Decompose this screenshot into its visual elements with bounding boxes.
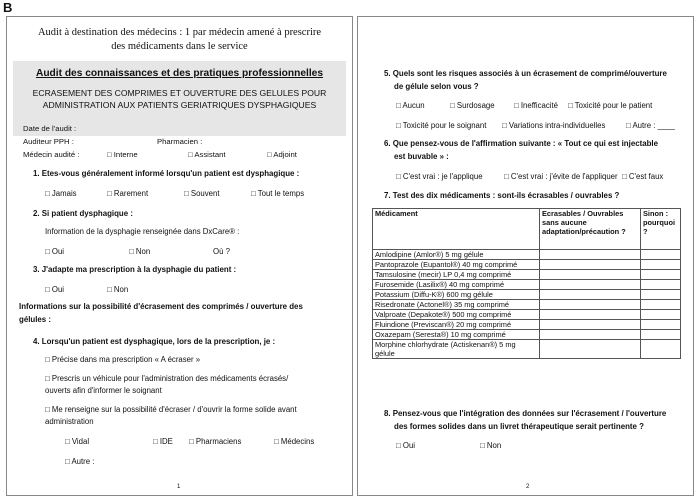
q4-option-precise[interactable]: □ Précise dans ma prescription « A écraser »: [45, 355, 201, 364]
q2-where: Où ?: [213, 247, 230, 256]
medicament-cell: Risedronate (Actonel®) 35 mg comprimé: [373, 300, 540, 310]
answer-cell[interactable]: [540, 280, 641, 290]
answer-cell[interactable]: [540, 310, 641, 320]
question-5-line2: de gélule selon vous ?: [394, 82, 479, 91]
medicament-cell: Valproate (Depakote®) 500 mg comprimé: [373, 310, 540, 320]
source-vidal[interactable]: □ Vidal: [65, 437, 90, 446]
question-6-line1: 6. Que pensez-vous de l'affirmation suivante : « Tout ce qui est injectable: [384, 139, 659, 148]
audit-title-line2: des médicaments dans le service: [111, 41, 248, 52]
q5-option-inefficacite[interactable]: □ Inefficacité: [514, 101, 559, 110]
column-header-ecrasables: Ecrasables / Ouvrables sans aucune adaptation/précaution ?: [540, 209, 641, 250]
reason-cell[interactable]: [641, 290, 681, 300]
q6-option-vrai-evite[interactable]: □ C'est vrai : j'évite de l'appliquer: [504, 172, 618, 181]
q5-option-aucun[interactable]: □ Aucun: [396, 101, 425, 110]
column-header-pourquoi: Sinon : pourquoi ?: [641, 209, 681, 250]
header-subtitle-line1: ECRASEMENT DES COMPRIMES ET OUVERTURE DES GELULES POUR: [32, 88, 327, 98]
audit-title-line1: Audit à destination des médecins : 1 par médecin amené à prescrire: [37, 27, 322, 38]
column-header-medicament: Médicament: [373, 209, 540, 250]
answer-cell[interactable]: [540, 320, 641, 330]
info-heading-line2: gélules :: [19, 315, 52, 324]
table-row: [373, 280, 681, 290]
table-row: [373, 300, 681, 310]
answer-cell[interactable]: [540, 330, 641, 340]
page-number-1: 1: [177, 484, 181, 490]
form-page-1: [6, 16, 353, 496]
pharmacien-label: Pharmacien :: [157, 137, 203, 146]
header-title: Audit des connaissances et des pratiques professionnelles: [35, 68, 324, 79]
q8-option-non[interactable]: □ Non: [480, 441, 502, 450]
reason-cell[interactable]: [641, 330, 681, 340]
q8-option-oui[interactable]: □ Oui: [396, 441, 416, 450]
answer-cell[interactable]: [540, 270, 641, 280]
q5-option-variations[interactable]: □ Variations intra-individuelles: [502, 121, 606, 130]
table-row: [373, 250, 681, 260]
q2-option-non[interactable]: □ Non: [129, 247, 151, 256]
table-header-row: [373, 209, 681, 250]
table-row: [373, 290, 681, 300]
medicament-cell: Furosemide (Lasilix®) 40 mg comprimé: [373, 280, 540, 290]
q1-option-tout-le-temps[interactable]: □ Tout le temps: [251, 189, 305, 198]
reason-cell[interactable]: [641, 300, 681, 310]
source-medecins[interactable]: □ Médecins: [274, 437, 315, 446]
medication-table: [372, 208, 681, 359]
q6-option-faux[interactable]: □ C'est faux: [622, 172, 664, 181]
question-2: 2. Si patient dysphagique :: [33, 209, 133, 218]
reason-cell[interactable]: [641, 260, 681, 270]
medicament-cell: Amlodipine (Amlor®) 5 mg gélule: [373, 250, 540, 260]
medicament-cell: Potassium (Diffu-K®) 600 mg gélule: [373, 290, 540, 300]
answer-cell[interactable]: [540, 300, 641, 310]
form-page-2: [357, 16, 694, 496]
q5-option-autre[interactable]: □ Autre : ____: [626, 121, 675, 130]
q4-option-vehicule-cont: ouverts afin d'informer le soignant: [45, 386, 162, 395]
medicament-cell: Oxazepam (Seresta®) 10 mg comprimé: [373, 330, 540, 340]
table-row: [373, 270, 681, 280]
table-row: [373, 320, 681, 330]
table-row: [373, 340, 681, 359]
reason-cell[interactable]: [641, 280, 681, 290]
question-3: 3. J'adapte ma prescription à la dysphagie du patient :: [33, 265, 237, 274]
source-ide[interactable]: □ IDE: [153, 437, 173, 446]
date-label: Date de l'audit :: [23, 124, 77, 133]
q1-option-jamais[interactable]: □ Jamais: [45, 189, 77, 198]
table-row: [373, 330, 681, 340]
q5-option-toxicite-patient[interactable]: □ Toxicité pour le patient: [568, 101, 653, 110]
reason-cell[interactable]: [641, 340, 681, 359]
question-1: 1. Etes-vous généralement informé lorsqu'un patient est dysphagique :: [33, 169, 300, 178]
table-row: [373, 260, 681, 270]
source-autre[interactable]: □ Autre :: [65, 457, 95, 466]
reason-cell[interactable]: [641, 270, 681, 280]
reason-cell[interactable]: [641, 310, 681, 320]
q4-option-renseigne[interactable]: □ Me renseigne sur la possibilité d'écraser / d'ouvrir la forme solide avant: [45, 405, 297, 414]
medicament-cell: Fluindione (Previscan®) 20 mg comprimé: [373, 320, 540, 330]
answer-cell[interactable]: [540, 290, 641, 300]
q1-option-souvent[interactable]: □ Souvent: [184, 189, 220, 198]
medicament-cell: Tamsulosine (mecir) LP 0,4 mg comprimé: [373, 270, 540, 280]
q1-option-rarement[interactable]: □ Rarement: [107, 189, 149, 198]
medicament-cell: Pantoprazole (Eupantol®) 40 mg comprimé: [373, 260, 540, 270]
q3-option-non[interactable]: □ Non: [107, 285, 129, 294]
q4-option-vehicule[interactable]: □ Prescris un véhicule pour l'administration des médicaments écrasés/: [45, 374, 289, 383]
table-row: [373, 310, 681, 320]
q6-option-vrai-applique[interactable]: □ C'est vrai : je l'applique: [396, 172, 483, 181]
medecin-label: Médecin audité :: [23, 150, 80, 159]
answer-cell[interactable]: [540, 250, 641, 260]
q4-option-renseigne-cont: administration: [45, 417, 94, 426]
question-8-line2: des formes solides dans un livret thérapeutique serait pertinente ?: [394, 422, 644, 431]
page-number-2: 2: [526, 484, 530, 490]
reason-cell[interactable]: [641, 250, 681, 260]
question-4: 4. Lorsqu'un patient est dysphagique, lors de la prescription, je :: [33, 337, 276, 346]
question-5-line1: 5. Quels sont les risques associés à un écrasement de comprimé/ouverture: [384, 69, 667, 78]
question-8-line1: 8. Pensez-vous que l'intégration des données sur l'écrasement / l'ouverture: [384, 409, 667, 418]
header-subtitle-line2: ADMINISTRATION AUX PATIENTS GERIATRIQUES DYSPHAGIQUES: [42, 100, 317, 110]
answer-cell[interactable]: [540, 340, 641, 359]
info-heading-line1: Informations sur la possibilité d'écrasement des comprimés / ouverture des: [19, 302, 303, 311]
option-assistant[interactable]: □ Assistant: [188, 150, 226, 159]
reason-cell[interactable]: [641, 320, 681, 330]
option-interne[interactable]: □ Interne: [107, 150, 138, 159]
source-pharmaciens[interactable]: □ Pharmaciens: [189, 437, 242, 446]
answer-cell[interactable]: [540, 260, 641, 270]
q5-option-surdosage[interactable]: □ Surdosage: [450, 101, 495, 110]
auditeur-label: Auditeur PPH :: [23, 137, 74, 146]
medicament-cell: Morphine chlorhydrate (Actiskenan®) 5 mg gélule: [373, 340, 540, 359]
q2-option-oui[interactable]: □ Oui: [45, 247, 65, 256]
q5-option-toxicite-soignant[interactable]: □ Toxicité pour le soignant: [396, 121, 487, 130]
question-7: 7. Test des dix médicaments : sont-ils écrasables / ouvrables ?: [384, 191, 620, 200]
question-6-line2: est buvable » :: [394, 152, 449, 161]
q2-text: Information de la dysphagie renseignée dans DxCare® :: [45, 227, 240, 236]
option-adjoint[interactable]: □ Adjoint: [267, 150, 297, 159]
q3-option-oui[interactable]: □ Oui: [45, 285, 65, 294]
figure-label: B: [3, 0, 13, 15]
